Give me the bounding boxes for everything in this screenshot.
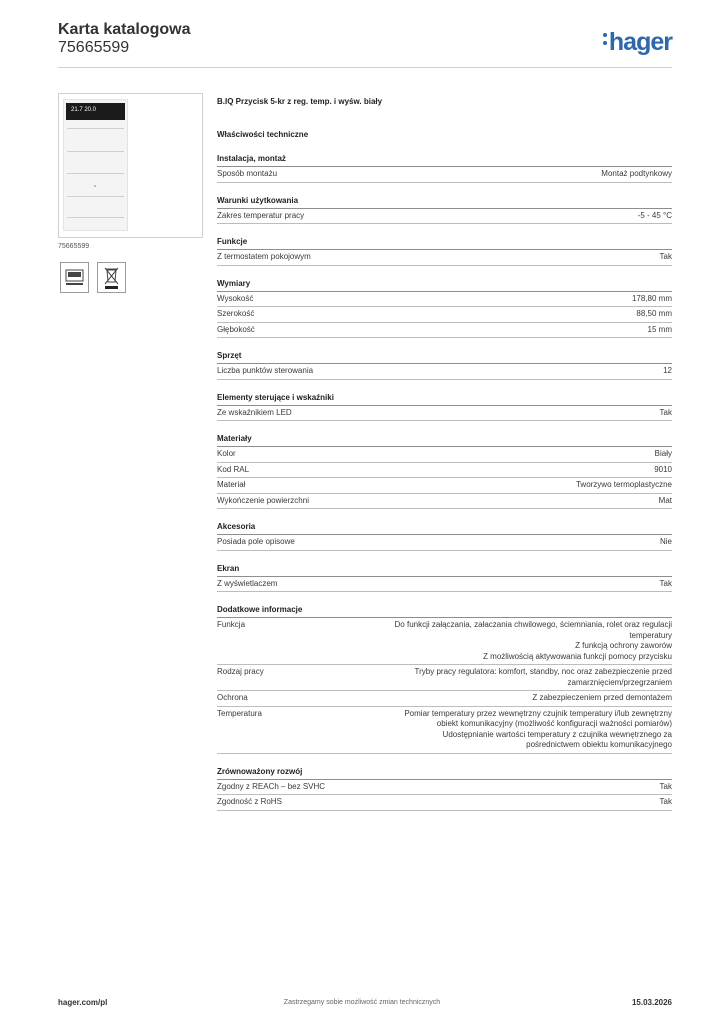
- footer-disclaimer: Zastrzegamy sobie możliwość zmian technicznych: [283, 999, 441, 1006]
- spec-row: [217, 447, 672, 463]
- section-title: Elementy sterujące i wskaźniki: [217, 392, 672, 406]
- spec-row: [217, 691, 672, 707]
- spec-value-line: 178,80 mm: [631, 293, 672, 303]
- product-image: [58, 93, 203, 238]
- spec-section: [217, 766, 672, 811]
- spec-key: Ze wskaźnikiem LED: [217, 407, 292, 417]
- spec-section: [217, 350, 672, 380]
- spec-section: [217, 604, 672, 754]
- technical-properties-heading: Właściwości techniczne: [217, 130, 309, 139]
- section-title: Zrównoważony rozwój: [217, 766, 672, 780]
- spec-key: Szerokość: [217, 309, 255, 318]
- section-title: Dodatkowe informacje: [217, 604, 672, 618]
- spec-key: Kolor: [217, 449, 236, 458]
- spec-row: [217, 494, 672, 510]
- section-title: Akcesoria: [217, 521, 672, 535]
- spec-value: [601, 169, 672, 180]
- spec-value-line: Udostępnianie wartości temperatury z czujnika wewnętrznego za: [442, 729, 672, 739]
- spec-section: [217, 278, 672, 339]
- spec-value-line: -5 - 45 °C: [637, 210, 672, 220]
- spec-row: [217, 364, 672, 380]
- spec-value-line: Mat: [658, 495, 672, 505]
- spec-row: [217, 707, 672, 754]
- product-name: B.IQ Przycisk 5-kr z reg. temp. i wyśw. biały: [217, 97, 383, 106]
- spec-key: Wykończenie powierzchni: [217, 495, 309, 505]
- section-title: Funkcje: [217, 236, 672, 250]
- spec-row: [217, 780, 672, 796]
- spec-section: [217, 392, 672, 422]
- spec-value-line: Tak: [659, 797, 672, 806]
- spec-value-line: 9010: [654, 464, 672, 474]
- image-code-label: 75665599: [58, 243, 90, 250]
- spec-section: [217, 563, 672, 593]
- spec-value: [532, 693, 672, 704]
- spec-row: [217, 307, 672, 323]
- spec-value: [636, 309, 672, 320]
- device-display: [66, 103, 125, 120]
- logo-text: hager: [608, 28, 672, 56]
- spec-key: Głębokość: [217, 324, 255, 334]
- spec-key: Sposób montażu: [217, 169, 278, 178]
- spec-value: [655, 449, 672, 460]
- spec-row: [217, 167, 672, 183]
- display-readout: 21.7 20.0: [71, 107, 97, 113]
- spec-value: [332, 620, 672, 662]
- spec-value-line: Nie: [659, 537, 672, 546]
- section-title: Materiały: [217, 433, 672, 447]
- spec-value-line: zamarznięciem/przegrzaniem: [567, 677, 672, 687]
- footer-date: 15.03.2026: [631, 998, 672, 1007]
- spec-section: [217, 236, 672, 266]
- logo-dots-icon: [603, 28, 608, 45]
- spec-value: [332, 709, 672, 751]
- spec-key: Ochrona: [217, 693, 248, 702]
- spec-key: Liczba punktów sterowania: [217, 366, 314, 375]
- spec-value: [654, 465, 672, 476]
- spec-key: Materiał: [217, 480, 246, 489]
- hager-logo: [603, 28, 672, 57]
- spec-row: [217, 478, 672, 494]
- spec-section: [217, 521, 672, 551]
- spec-value-line: 88,50 mm: [636, 309, 672, 318]
- section-title: Ekran: [217, 563, 672, 577]
- section-title: Sprzęt: [217, 350, 672, 364]
- spec-value: [659, 496, 672, 507]
- spec-value: [660, 579, 672, 590]
- spec-value: [663, 366, 672, 377]
- spec-row: [217, 406, 672, 422]
- spec-value: [660, 408, 672, 419]
- spec-key: Posiada pole opisowe: [217, 537, 295, 546]
- spec-value-line: Z możliwością aktywowania funkcji pomocy przycisku: [483, 651, 672, 661]
- spec-key: Z wyświetlaczem: [217, 578, 278, 588]
- spec-key: Temperatura: [217, 708, 262, 718]
- section-title: Wymiary: [217, 278, 672, 292]
- spec-value-line: Pomiar temperatury przez wewnętrzny czujnik temperatury i/lub zewnętrzny: [404, 708, 672, 718]
- section-title: Warunki użytkowania: [217, 195, 672, 209]
- spec-value-line: Tworzywo termoplastyczne: [575, 480, 672, 489]
- spec-key: Kod RAL: [217, 464, 250, 474]
- spec-value-line: Tak: [659, 407, 672, 417]
- spec-row: [217, 535, 672, 551]
- spec-value-line: Tak: [659, 578, 672, 588]
- knx-certification-icon: [60, 262, 89, 293]
- spec-value: [632, 294, 672, 305]
- spec-value-line: pośrednictwem obiektu komunikacyjnego: [526, 740, 672, 749]
- spec-section: [217, 433, 672, 509]
- spec-value-line: Tak: [659, 252, 672, 261]
- spec-key: Funkcja: [217, 620, 246, 629]
- spec-key: Rodzaj pracy: [217, 667, 264, 676]
- footer-website[interactable]: hager.com/pl: [58, 998, 108, 1007]
- spec-value-line: Do funkcji załączania, załaczania chwilowego, ściemniania, rolet oraz regulacji: [394, 620, 672, 629]
- spec-value: [576, 480, 672, 491]
- device-illustration: [63, 99, 128, 231]
- spec-row: [217, 209, 672, 225]
- spec-value: [638, 211, 672, 222]
- spec-value: [660, 537, 672, 548]
- spec-key: Zgodność z RoHS: [217, 797, 282, 806]
- spec-value-line: Tryby pracy regulatora: komfort, standby, noc oraz zabezpieczenie przed: [414, 667, 672, 676]
- spec-value: [660, 782, 672, 793]
- spec-value: [332, 667, 672, 688]
- spec-key: Zgodny z REACh – bez SVHC: [217, 781, 326, 791]
- spec-value-line: Montaż podtynkowy: [601, 169, 672, 178]
- section-title: Instalacja, montaż: [217, 153, 672, 167]
- spec-value-line: 12: [663, 366, 672, 375]
- spec-value-line: obiekt komunikacyjny (możliwość konfiguracji ważności pomiarów): [436, 719, 672, 728]
- spec-value: [648, 325, 672, 336]
- spec-row: [217, 577, 672, 593]
- spec-section: [217, 195, 672, 225]
- document-code: 75665599: [58, 39, 130, 56]
- spec-value-line: Tak: [659, 781, 672, 791]
- spec-row: [217, 463, 672, 479]
- spec-section: [217, 153, 672, 183]
- spec-row: [217, 250, 672, 266]
- spec-value-line: Z zabezpieczeniem przed demontażem: [532, 693, 672, 702]
- spec-row: [217, 795, 672, 811]
- spec-row: [217, 323, 672, 339]
- specification-panel: [217, 95, 672, 811]
- spec-key: Wysokość: [217, 293, 254, 303]
- document-title: Karta katalogowa: [58, 21, 191, 38]
- spec-key: Zakres temperatur pracy: [217, 210, 305, 220]
- spec-value-line: Biały: [654, 449, 672, 458]
- header-divider: [58, 67, 672, 68]
- spec-value-line: temperatury: [629, 630, 672, 640]
- spec-row: [217, 618, 672, 665]
- spec-row: [217, 665, 672, 691]
- spec-key: Z termostatem pokojowym: [217, 252, 311, 261]
- spec-value-line: 15 mm: [647, 324, 672, 334]
- spec-value: [660, 797, 672, 808]
- spec-value: [660, 252, 672, 263]
- spec-sections: [217, 153, 672, 811]
- weee-bin-icon: [97, 262, 126, 293]
- spec-row: [217, 292, 672, 308]
- spec-value-line: Z funkcją ochrony zaworów: [575, 641, 672, 650]
